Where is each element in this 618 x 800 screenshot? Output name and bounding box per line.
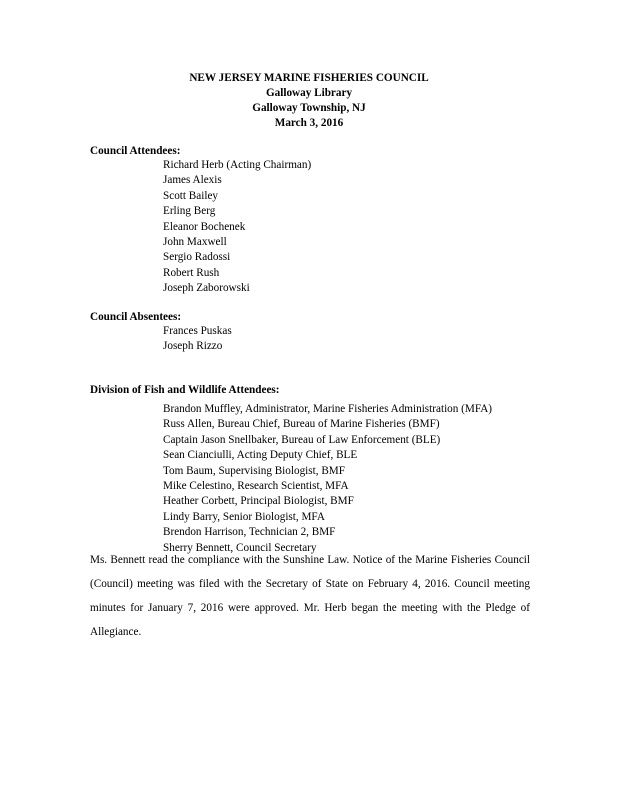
organization-title: NEW JERSEY MARINE FISHERIES COUNCIL [189, 72, 429, 84]
list-item: Russ Allen, Bureau Chief, Bureau of Marine Fisheries (BMF) [163, 418, 440, 431]
list-item: Erling Berg [163, 205, 216, 218]
list-item: Richard Herb (Acting Chairman) [163, 159, 312, 171]
division-attendees-heading: Division of Fish and Wildlife Attendees: [90, 384, 280, 396]
list-item: Joseph Zaborowski [163, 282, 250, 295]
list-item: Brandon Muffley, Administrator, Marine Fisheries Administration (MFA) [163, 403, 493, 415]
list-item: Eleanor Bochenek [163, 220, 246, 233]
list-item: Sergio Radossi [163, 251, 231, 264]
list-item: John Maxwell [163, 236, 227, 249]
list-item: Tom Baum, Supervising Biologist, BMF [163, 464, 345, 477]
list-item: Joseph Rizzo [163, 340, 223, 353]
list-item: Frances Puskas [163, 325, 232, 337]
list-item: James Alexis [163, 174, 222, 187]
list-item: Mike Celestino, Research Scientist, MFA [163, 480, 349, 493]
location: Galloway Township, NJ [252, 102, 366, 114]
meeting-date: March 3, 2016 [274, 117, 344, 129]
list-item: Heather Corbett, Principal Biologist, BMF [163, 495, 354, 508]
list-item: Captain Jason Snellbaker, Bureau of Law Enforcement (BLE) [163, 433, 441, 446]
list-item: Sean Cianciulli, Acting Deputy Chief, BLE [163, 449, 358, 462]
list-item: Lindy Barry, Senior Biologist, MFA [163, 510, 325, 523]
list-item: Scott Bailey [163, 189, 218, 202]
list-item: Robert Rush [163, 266, 220, 279]
opening-paragraph: Ms. Bennett read the compliance with the Sunshine Law. Notice of the Marine Fisheries Council (Council) meeting was filed with the Secretary of State on February 4, 2016. Council meeting minutes for January 7, 2016 were approved. Mr. Herb began the meeting with the Pledge of Allegiance. [90, 554, 530, 638]
division-attendees-list [163, 402, 492, 556]
council-absentees-heading: Council Absentees: [90, 311, 182, 323]
venue: Galloway Library [265, 87, 353, 99]
council-attendees-heading: Council Attendees: [90, 145, 181, 157]
council-attendees-list [163, 158, 311, 297]
list-item: Sherry Bennett, Council Secretary [163, 541, 317, 554]
list-item: Brendon Harrison, Technician 2, BMF [163, 526, 336, 539]
document-header [0, 71, 618, 131]
council-absentees-list [163, 324, 232, 355]
